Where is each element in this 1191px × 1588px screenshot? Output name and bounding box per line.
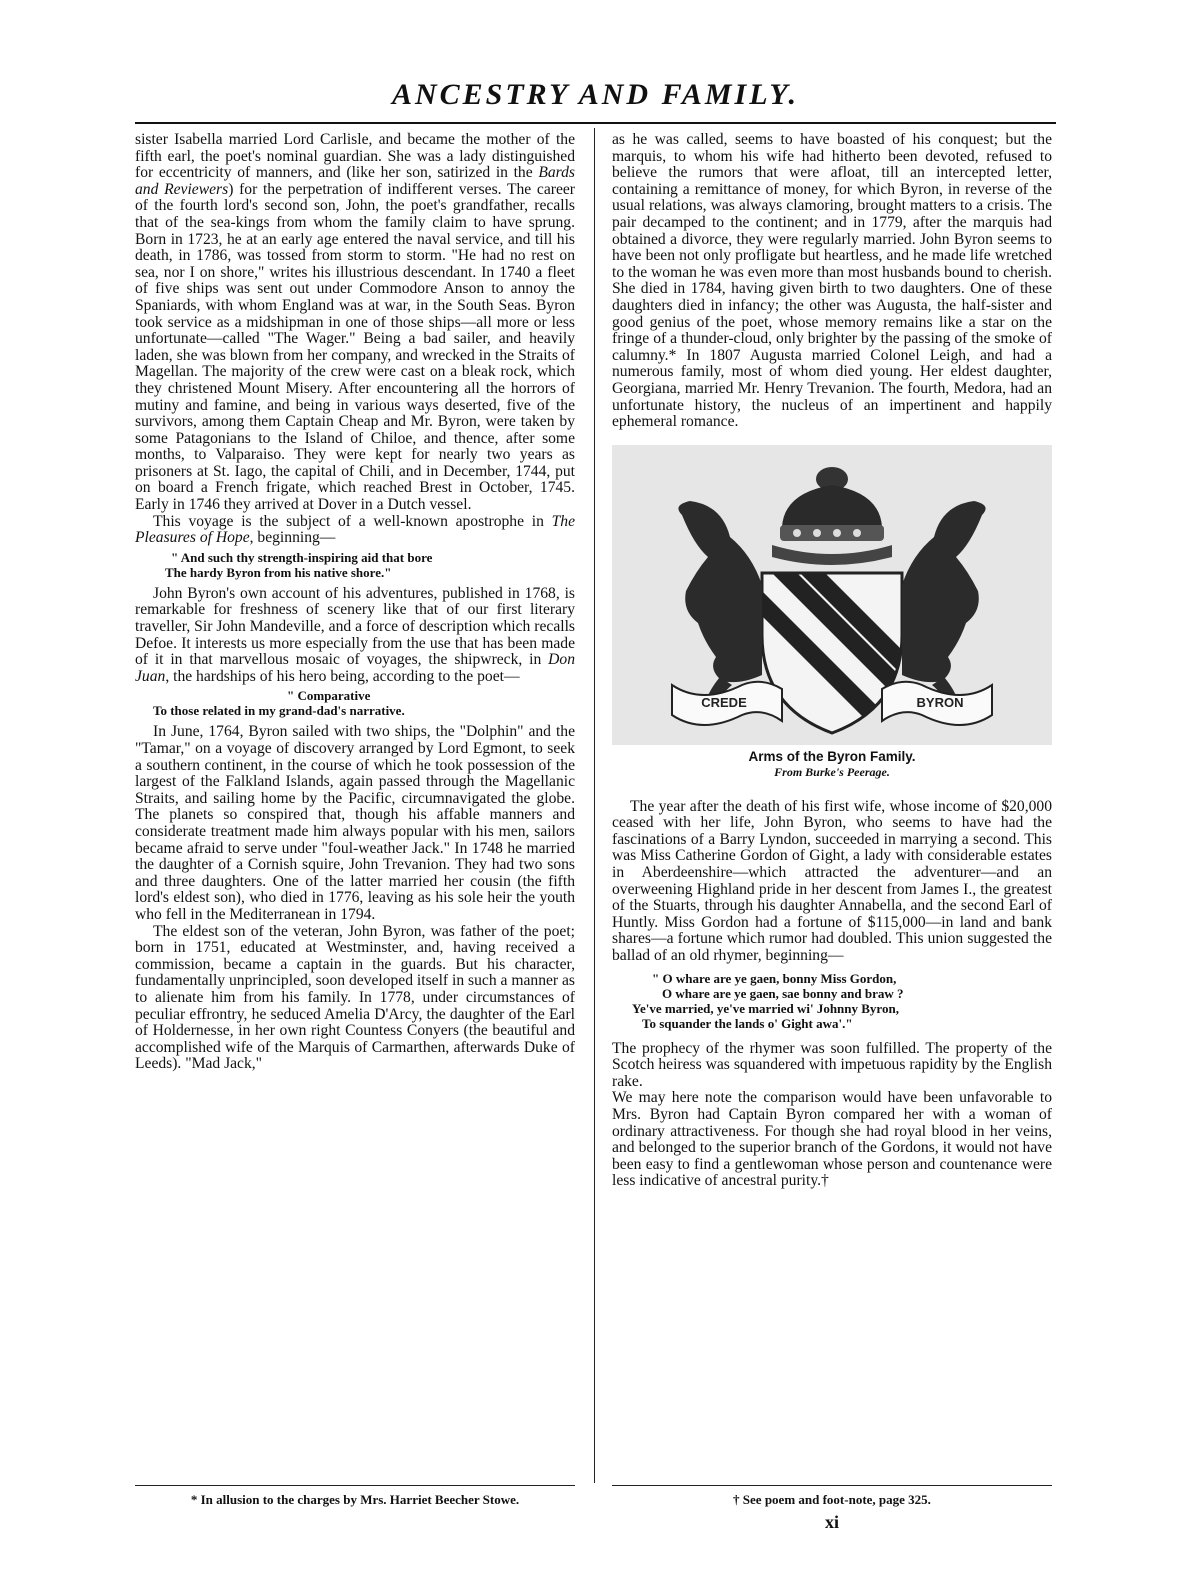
motto-right: BYRON [916, 694, 964, 710]
right-paragraph-3: The prophecy of the rhymer was soon fulfilled. The property of the Scotch heiress was squandered with impetuous rapidity by the English rake. [612, 1039, 1052, 1090]
left-paragraph-3: John Byron's own account of his adventures, published in 1768, is remarkable for freshness of scenery like that of our first literary traveller, Sir John Mandeville, and a force of description which recalls Defoe. It interests us more especially from the use that has been made of it in that marvellous mosaic of voyages, the shipwreck, in Don Juan, the hardships of his hero being, according to the poet— [135, 584, 575, 685]
coat-of-arms-illustration [612, 445, 1052, 745]
left-paragraph-5: The eldest son of the veteran, John Byron, was father of the poet; born in 1751, educated at Westminster, and, having received a commission, became a captain in the guards. But his character, fundamentally unprincipled, soon developed itself in such a manner as to alienate him from his family. In 1778, under circumstances of peculiar effrontry, he seduced Amelia D'Arcy, the daughter of the Earl of Holdernesse, in her own right Countess Conyers (the beautiful and accomplished wife of the Marquis of Carmarthen, afterwards Duke of Leeds). "Mad Jack," [135, 922, 575, 1073]
right-footnote-rule [612, 1485, 1052, 1486]
left-footnote: * In allusion to the charges by Mrs. Harriet Beecher Stowe. [190, 1492, 520, 1507]
campbell-quote: " And such thy strength-inspiring aid that bore The hardy Byron from his native shore." [165, 549, 433, 580]
left-footnote-rule [135, 1485, 575, 1486]
motto-left: CREDE [701, 694, 747, 710]
figure-caption: Arms of the Byron Family. [748, 748, 916, 764]
figure-subcaption: From Burke's Peerage. [774, 764, 890, 779]
don-juan-quote: " Comparative To those related in my grand-dad's narrative. [153, 688, 405, 719]
ballad-quote: " O whare are ye gaen, bonny Miss Gordon, O whare are ye gaen, sae bonny and braw ? Ye've married, ye've married wi' Johnny Byron, To squander the lands o' Gight awa'." [632, 970, 904, 1031]
page-number: xi [824, 1512, 839, 1532]
right-column [612, 132, 1052, 1190]
page-title: ANCESTRY AND FAMILY. [391, 78, 800, 111]
left-paragraph-2: This voyage is the subject of a well-known apostrophe in The Pleasures of Hope, beginning— [135, 512, 575, 547]
left-paragraph-1: sister Isabella married Lord Carlisle, and became the mother of the fifth earl, the poet's nominal guardian. She was a lady distinguished for eccentricity of manners, and (like her son, satirized in the Bards and Reviewers) for the perpetration of indifferent verses. The career of the fourth lord's second son, John, the poet's grandfather, recalls that of the sea-kings from whom the family claim to have sprung. Born in 1723, he at an early age entered the naval service, and till his death, in 1786, was tossed from storm to storm. "He had no rest on sea, nor I on shore," writes his illustrious descendant. In 1740 a fleet of five ships was sent out under Commodore Anson to annoy the Spaniards, with whom England was at war, in the South Seas. Byron took service as a midshipman in one of those ships—all more or less unfortunate—called "The Wager." Being a bad sailer, and heavily laden, she was blown from her company, and wrecked in the Straits of Magellan. The majority of the crew were cast on a bleak rock, which they christened Mount Misery. After encountering all the horrors of mutiny and famine, and being in various ways deserted, five of the survivors, among them Captain Cheap and Mr. Byron, were taken by some Patagonians to the Island of Chiloe, and thence, after some months, to Valparaiso. They were kept for nearly two years as prisoners at St. Iago, the capital of Chili, and in December, 1744, put on board a French frigate, which reached Brest in October, 1745. Early in 1746 they arrived at Dover in a Dutch vessel. [135, 131, 575, 514]
left-column [135, 132, 575, 1073]
right-paragraph-2: The year after the death of his first wife, whose income of $20,000 ceased with her life, John Byron, who seems to have had the fascinations of a Barry Lyndon, succeeded in marrying a second. This was Miss Catherine Gordon of Gight, a lady with considerable estates in Aberdeenshire—which attracted the adventurer—and an overweening Highland pride in her descent from James I., the greatest of the Stuarts, through his daughter Annabella, and the second Earl of Huntly. Miss Gordon had a fortune of $115,000—in land and bank shares—a fortune which rumor had doubled. This union suggested the ballad of an old rhymer, beginning— [612, 797, 1052, 965]
right-footnote: † See poem and foot-note, page 325. [733, 1492, 931, 1507]
left-paragraph-4: In June, 1764, Byron sailed with two ships, the "Dolphin" and the "Tamar," on a voyage of discovery arranged by Lord Egmont, to seek a southern continent, in the course of which he took possession of the largest of the Falkland Islands, again passed through the Magellanic Straits, and sailing home by the Pacific, circumnavigated the globe. The planets so conspired that, though his affable manners and considerate treatment made him always popular with his men, sailors became afraid to serve under "foul-weather Jack." In 1748 he married the daughter of a Cornish squire, John Trevanion. They had two sons and three daughters. One of the latter married her cousin (the fifth lord's eldest son), who died in 1776, leaving as his sole heir the youth who fell in the Mediterranean in 1794. [135, 723, 575, 923]
right-paragraph-4: We may here note the comparison would have been unfavorable to Mrs. Byron had Captain Byron compared her with a woman of ordinary attractiveness. For though she had royal blood in her veins, and belonged to the superior branch of the Gordons, it would not have been easy to find a gentlewoman whose person and countenance were less indicative of ancestral purity.† [612, 1089, 1052, 1190]
header-rule [135, 122, 1056, 124]
coat-of-arms-image [612, 445, 1052, 745]
right-paragraph-1: as he was called, seems to have boasted of his conquest; but the marquis, to whom his wife had hitherto been devoted, refused to believe the rumors that were afloat, till an intercepted letter, containing a remittance of money, for which Byron, in reverse of the usual relations, was always clamoring, brought matters to a crisis. The pair decamped to the continent; and in 1779, after the marquis had obtained a divorce, they were regularly married. John Byron seems to have been not only profligate but heartless, and he made life wretched to the woman he was even more than most husbands bound to cherish. She died in 1784, having given birth to two daughters. One of these daughters died in infancy; the other was Augusta, the half-sister and good genius of the poet, whose memory remains like a star on the fringe of a thunder-cloud, only brighter by the passing of the smoke of calumny.* In 1807 Augusta married Colonel Leigh, and had a numerous family, most of whom died young. Her eldest daughter, Georgiana, married Mr. Henry Trevanion. The fourth, Medora, had an unfortunate history, the nucleus of an impertinent and happily ephemeral romance. [612, 131, 1052, 431]
column-divider [594, 128, 595, 1483]
